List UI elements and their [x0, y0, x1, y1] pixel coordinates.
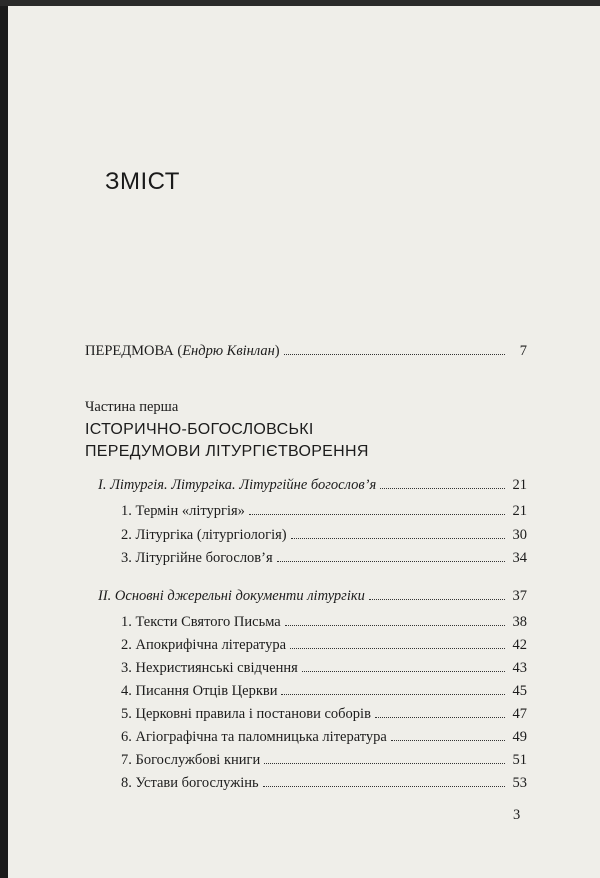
section-title: 5. Церковні правила і постанови соборів — [121, 706, 371, 722]
leader-dots — [285, 625, 505, 626]
page-title: ЗМІСТ — [105, 168, 180, 195]
section-title: 1. Термін «літургія» — [121, 503, 245, 519]
part-title-line: ПЕРЕДУМОВИ ЛІТУРГІЄТВОРЕННЯ — [85, 443, 369, 460]
toc-section — [121, 706, 527, 723]
page-ref: 49 — [512, 729, 527, 745]
page-ref: 21 — [512, 503, 527, 519]
toc-section — [121, 660, 527, 677]
section-title: 6. Агіографічна та паломницька література — [121, 729, 387, 745]
page-ref: 43 — [512, 660, 527, 676]
leader-dots — [277, 561, 505, 562]
section-title: 1. Тексти Святого Письма — [121, 614, 281, 630]
page-top-edge — [0, 0, 600, 6]
leader-dots — [264, 763, 505, 764]
page-binding-edge — [0, 0, 8, 878]
leader-dots — [375, 717, 505, 718]
leader-dots — [290, 648, 505, 649]
page-ref: 53 — [512, 775, 527, 791]
leader-dots — [263, 786, 505, 787]
page-ref: 37 — [512, 588, 527, 604]
preface-author: Ендрю Квінлан — [182, 343, 275, 359]
page-ref: 45 — [512, 683, 527, 699]
page-ref: 38 — [512, 614, 527, 630]
page-ref: 42 — [512, 637, 527, 653]
leader-dots — [249, 514, 505, 515]
page-number: 3 — [513, 807, 521, 823]
page-ref: 47 — [512, 706, 527, 722]
page-ref: 21 — [512, 477, 527, 493]
toc-section — [121, 752, 527, 769]
preface-label: ПЕРЕДМОВА ( — [85, 343, 183, 359]
part-title — [85, 419, 369, 463]
page-ref: 34 — [512, 550, 527, 566]
section-title: 2. Апокрифічна література — [121, 637, 287, 653]
leader-dots — [284, 354, 505, 355]
page-ref: 7 — [519, 343, 527, 359]
section-title: 7. Богослужбові книги — [121, 752, 261, 768]
leader-dots — [380, 488, 505, 489]
leader-dots — [291, 538, 505, 539]
section-title: 4. Писання Отців Церкви — [121, 683, 278, 699]
toc-section — [121, 614, 527, 631]
toc-section — [121, 775, 527, 792]
toc-chapter — [98, 477, 527, 494]
toc-section — [121, 729, 527, 746]
chapter-title: II. Основні джерельні документи літургіки — [98, 588, 365, 604]
toc-section — [121, 637, 527, 654]
toc-section — [121, 683, 527, 700]
part-label: Частина перша — [85, 399, 179, 415]
page-ref: 30 — [512, 527, 527, 543]
section-title: 3. Літургійне богослов’я — [121, 550, 273, 566]
toc-section — [121, 550, 527, 567]
toc-section — [121, 503, 527, 520]
section-title: 2. Літургіка (літургіологія) — [121, 527, 287, 543]
toc-chapter — [98, 588, 527, 605]
leader-dots — [369, 599, 505, 600]
leader-dots — [281, 694, 505, 695]
leader-dots — [302, 671, 505, 672]
toc-section — [121, 527, 527, 544]
leader-dots — [391, 740, 505, 741]
page-ref: 51 — [512, 752, 527, 768]
part-title-line: ІСТОРИЧНО-БОГОСЛОВСЬКІ — [85, 421, 314, 438]
section-title: 8. Устави богослужінь — [121, 775, 259, 791]
section-title: 3. Нехристиянські свідчення — [121, 660, 298, 676]
toc-entry-preface — [85, 343, 527, 360]
preface-close: ) — [274, 343, 280, 359]
chapter-title: I. Літургія. Літургіка. Літургійне богослов’я — [98, 477, 377, 493]
